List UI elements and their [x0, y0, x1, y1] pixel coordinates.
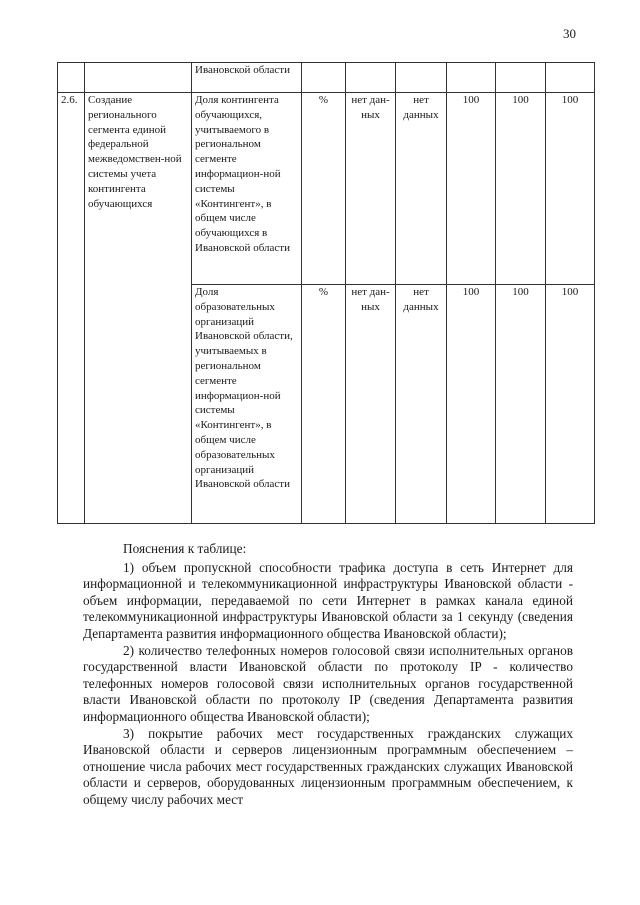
value-cell: 100	[546, 285, 595, 524]
note-item: 1) объем пропускной способности трафика доступа в сеть Интернет для информационной и телекоммуникационной инфраструктуры Ивановской области - объем информации, передаваемой по сети Интернет в рамках канала единой телекоммуникационной инфраструктуры Ивановской области за 1 секунду (сведения Департамента развития информационного общества Ивановской области);	[83, 559, 573, 641]
section-name: Создание регионального сегмента единой федеральной межведомствен-ной системы учета контингента обучающихся	[85, 93, 192, 524]
indicator-cell: Доля образовательных организаций Ивановской области, учитываемых в региональном сегменте информацион-ной системы «Контингент», в общем числе образовательных организаций Ивановской области	[192, 285, 302, 524]
table-cell	[58, 63, 85, 93]
table-cell	[546, 63, 595, 93]
value-cell: 100	[546, 93, 595, 285]
table-row-continuation	[58, 63, 595, 93]
value-cell: нет данных	[396, 285, 447, 524]
table-cell	[396, 63, 447, 93]
table-notes	[83, 541, 573, 809]
table-cell	[447, 63, 496, 93]
section-number: 2.6.	[58, 93, 85, 524]
notes-title: Пояснения к таблице:	[123, 541, 247, 556]
note-item: 2) количество телефонных номеров голосовой связи исполнительных органов государственной власти Ивановской области по протоколу IP - количество телефонных номеров голосовой связи исполнительных органов государственной власти Ивановской области по протоколу IP (сведения Департамента развития информационного общества Ивановской области);	[83, 642, 573, 724]
table-cell	[302, 63, 346, 93]
value-cell: нет данных	[396, 93, 447, 285]
table-row	[58, 93, 595, 285]
table-cell	[85, 63, 192, 93]
table-cell	[496, 63, 546, 93]
value-cell: нет дан-ных	[346, 285, 396, 524]
value-cell: 100	[447, 285, 496, 524]
page-number: 30	[563, 26, 576, 41]
unit-cell: %	[302, 93, 346, 285]
value-cell: 100	[496, 93, 546, 285]
indicator-cell: Доля контингента обучающихся, учитываемого в региональном сегменте информацион-ной системы «Контингент», в общем числе обучающихся в Ивановской области	[192, 93, 302, 285]
table-cell-indicator: Ивановской области	[192, 63, 302, 93]
value-cell: 100	[447, 93, 496, 285]
indicators-table	[57, 62, 595, 524]
table-cell	[346, 63, 396, 93]
value-cell: нет дан-ных	[346, 93, 396, 285]
note-item: 3) покрытие рабочих мест государственных гражданских служащих Ивановской области и серверов лицензионным программным обеспечением – отношение числа рабочих мест государственных гражданских служащих Ивановской области и серверов, оборудованных лицензионным программным обеспечением, к общему числу рабочих мест	[83, 725, 573, 807]
value-cell: 100	[496, 285, 546, 524]
unit-cell: %	[302, 285, 346, 524]
